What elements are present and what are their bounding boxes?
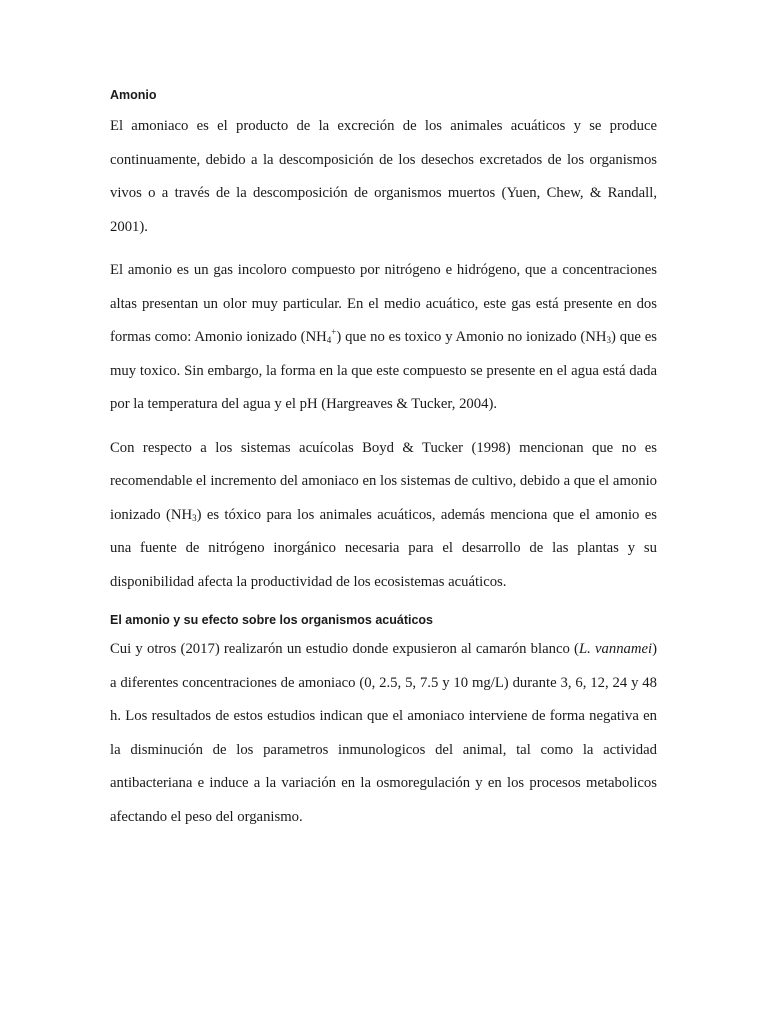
document-page <box>110 84 657 844</box>
subscript: 3 <box>606 335 612 345</box>
paragraph-sistemas-acuicolas <box>110 432 657 600</box>
text-run: El amonio es un gas incoloro compuesto por nitrógeno e hidrógeno, que a concentraciones altas presentan un olor muy particular. En el medio acuático, este gas está presente en dos formas como: Amonio ionizado (NH <box>110 262 657 345</box>
text-run: ) a diferentes concentraciones de amoniaco (0, 2.5, 5, 7.5 y 10 mg/L) durante 3, 6, 12, 24 y 48 h. Los resultados de estos estudios indican que el amoniaco interviene de forma negativa en la disminución de los parametros inmunologicos del animal, tal como la actividad antibacteriana e induce a la variación en la osmoregulación y en los procesos metabolicos afectando el peso del organismo. <box>110 641 657 825</box>
text-run: ) es tóxico para los animales acuáticos, además menciona que el amonio es una fuente de nitrógeno inorgánico necesaria para el desarrollo de las plantas y su disponibilidad afecta la productividad de los ecosistemas acuáticos. <box>110 506 658 590</box>
text-run: ) que no es toxico y Amonio no ionizado (NH <box>336 329 607 345</box>
subscript: 4 <box>326 335 332 345</box>
heading-amonio: Amonio <box>110 88 157 102</box>
text-run: Cui y otros (2017) realizarón un estudio donde expusieron al camarón blanco ( <box>110 641 579 657</box>
paragraph-cui-estudio <box>110 633 657 834</box>
heading-efecto-organismos: El amonio y su efecto sobre los organismos acuáticos <box>110 613 434 627</box>
text-run: ) que es muy toxico. Sin embargo, la forma en la que este compuesto se presente en el agua está dada por la temperatura del agua y el pH (Hargreaves & Tucker, 2004). <box>110 329 658 412</box>
species-name: L. vannamei <box>578 641 653 657</box>
superscript: + <box>331 327 337 337</box>
paragraph-amoniaco-excrecion: El amoniaco es el producto de la excreción de los animales acuáticos y se produce continuamente, debido a la descomposición de los desechos excretados de los organismos vivos o a través de la descomposición de organismos muertos (Yuen, Chew, & Randall, 2001). <box>110 118 657 235</box>
text-run: Con respecto a los sistemas acuícolas Boyd & Tucker (1998) mencionan que no es recomendable el incremento del amoniaco en los sistemas de cultivo, debido a que el amonio ionizado (NH <box>110 439 657 523</box>
paragraph-amonio-gas <box>110 254 657 422</box>
subscript: 3 <box>192 512 197 523</box>
